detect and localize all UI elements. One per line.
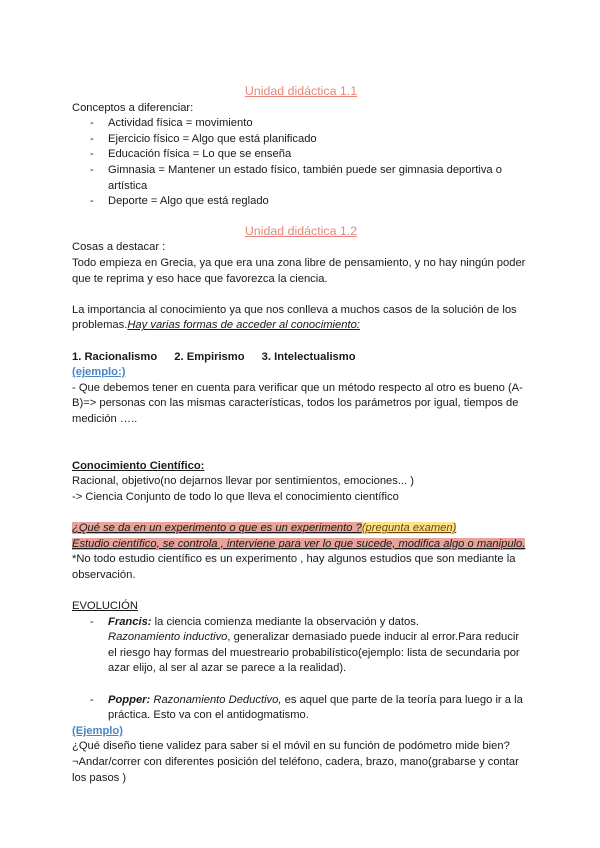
list-item-francis (72, 615, 530, 677)
evolution-heading: EVOLUCIÓN (72, 600, 138, 612)
methods-line (72, 350, 530, 366)
concepts-intro: Conceptos a diferenciar: (72, 101, 194, 114)
method-item: 1. Racionalismo (72, 350, 158, 363)
greece-paragraph: Todo empieza en Grecia, ya que era una zona libre de pensamiento, y no hay ningún poder que te reprima y eso hace que favorezca la ciencia. (72, 256, 526, 285)
unit-title-1-2: Unidad didáctica 1.2 (244, 223, 358, 238)
example2-answer: ¬Andar/correr con diferentes posición del teléfono, cadera, brazo, mano(grabarse y contar los pasos ) (72, 755, 519, 784)
popper-text: es aquel que parte de la teoría para luego ir a la práctica. Esto va con el antidogmatismo. (108, 693, 523, 722)
method-item: 3. Intelectualismo (261, 350, 356, 363)
example2-label: (Ejemplo) (72, 724, 123, 737)
concepts-list (72, 116, 530, 210)
study-note: *No todo estudio científico es un experimento , hay algunos estudios que son mediante la observación. (72, 553, 516, 581)
example-label: (ejemplo:) (72, 366, 126, 379)
list-item: - Actividad física = movimiento (72, 116, 530, 132)
unit-title-1-1: Unidad didáctica 1.1 (244, 84, 358, 98)
importance-paragraph (72, 303, 530, 334)
study-definition (72, 537, 530, 553)
sci-heading: Conocimiento Científico: (72, 459, 205, 472)
list-item: - Deporte = Algo que está reglado (72, 194, 530, 210)
list-item: - Gimnasia = Mantener un estado físico, también puede ser gimnasia deportiva o artística (72, 163, 530, 194)
importance-text: La importancia al conocimiento ya que nos conlleva a muchos casos de la solución de los problemas. (72, 303, 517, 332)
document-page (72, 84, 530, 786)
exam-tag: (pregunta examen) (361, 522, 457, 535)
question-text: ¿Qué se da en un experimento o que es un experimento ? (72, 522, 362, 535)
francis-name: Francis: (108, 615, 152, 628)
sci-line-2: -> Ciencia Conjunto de todo lo que lleva el conocimiento científico (72, 490, 399, 503)
francis-rest: , generalizar demasiado puede inducir al error.Para reducir el riesgo hay formas del muestreario probabilístico(ejemplo: lista de secundaria por azar elijo, al ser al azar se parece a la realidad). (108, 631, 520, 675)
popper-italic: Razonamiento Deductivo, (153, 693, 282, 706)
list-item: - Ejercicio físico = Algo que está planificado (72, 132, 530, 148)
francis-text: la ciencia comienza mediante la observación y datos. (151, 615, 419, 628)
evolution-list-2 (72, 693, 530, 724)
example-text: - Que debemos tener en cuenta para verificar que un método respecto al otro es bueno (A-B)=> personas con las mismas características, todos los parámetros por igual, tiempos de medición ….. (72, 381, 523, 425)
evolution-list (72, 615, 530, 677)
list-item: - Educación física = Lo que se enseña (72, 147, 530, 163)
popper-name: Popper: (108, 693, 151, 706)
highlight-intro: Cosas a destacar : (72, 241, 166, 254)
sci-line-1: Racional, objetivo(no dejarnos llevar por sentimientos, emociones... ) (72, 475, 415, 488)
francis-italic: Razonamiento inductivo (108, 631, 228, 644)
exam-question (72, 521, 530, 537)
study-text: Estudio científico, se controla , interviene para ver lo que sucede, modifica algo o manipulo. (72, 537, 526, 550)
list-item-popper (72, 693, 530, 724)
method-item: 2. Empirismo (174, 350, 245, 363)
example2-question: ¿Qué diseño tiene validez para saber si el móvil en su función de podómetro mide bien? (72, 740, 510, 753)
importance-emphasis: Hay varias formas de acceder al conocimiento: (127, 319, 360, 332)
